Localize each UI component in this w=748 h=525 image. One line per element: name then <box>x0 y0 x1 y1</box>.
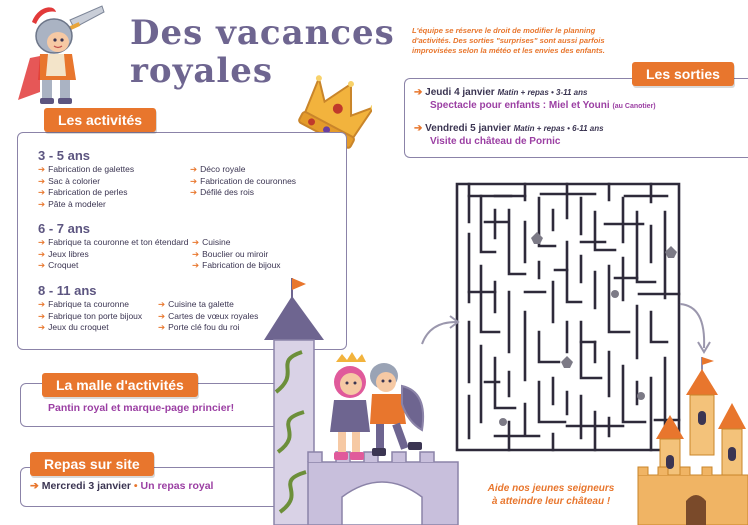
list-item: ➔ Fabrique ta couronne <box>38 299 129 309</box>
arrow-icon: ➔ <box>190 187 198 198</box>
arrow-icon: ➔ <box>414 87 426 98</box>
age-group-title: 8 - 11 ans <box>38 283 97 298</box>
list-item: ➔ Fabrique ta couronne et ton étendard <box>38 237 189 247</box>
arrow-icon: ➔ <box>192 237 200 247</box>
arrow-icon: ➔ <box>158 310 166 321</box>
repas-date: Mercredi 3 janvier <box>41 480 132 492</box>
malle-tab: La malle d'activités <box>42 373 198 397</box>
list-item: ➔ Fabrication de galettes <box>38 164 135 174</box>
activity-list <box>190 164 296 199</box>
list-item: ➔ Bouclier ou miroir <box>192 248 269 259</box>
maze-caption: Aide nos jeunes seigneurs à atteindre leur château ! <box>487 483 615 507</box>
age-group-title: 6 - 7 ans <box>38 221 91 236</box>
sorties-tab: Les sorties <box>632 62 734 86</box>
arrow-icon: ➔ <box>38 310 46 321</box>
activity-list <box>38 164 134 210</box>
arrow-icon: ➔ <box>158 322 166 333</box>
list-item: ➔ Sac à colorier <box>38 175 101 186</box>
list-item: ➔ Fabrication de couronnes <box>190 175 297 186</box>
repas-sep: • <box>131 480 141 492</box>
arrow-icon: ➔ <box>192 248 200 259</box>
title-line-1: Des vacances <box>130 13 395 53</box>
children-illustration <box>318 352 448 464</box>
arrow-icon: ➔ <box>38 175 46 186</box>
list-item: ➔ Cuisine ta galette <box>158 299 234 309</box>
activity-list <box>38 299 142 334</box>
list-item: ➔ Déco royale <box>190 164 246 174</box>
activity-list <box>38 237 188 272</box>
activity-list <box>158 299 258 334</box>
arrow-icon: ➔ <box>30 480 42 492</box>
list-item: ➔ Jeux du croquet <box>38 322 109 333</box>
notice-text: L'équipe se réserve le droit de modifier le planning d'activités. Des sorties "surprises" sont aussi parfois improvisées selon la météo et les envies des enfants. <box>412 26 605 55</box>
activities-tab: Les activités <box>44 108 156 132</box>
arrow-icon: ➔ <box>38 248 46 259</box>
arrow-icon: ➔ <box>38 164 46 174</box>
title-line-2: royales <box>130 51 274 91</box>
arrow-icon: ➔ <box>38 237 46 247</box>
activity-list <box>192 237 281 272</box>
arrow-icon: ➔ <box>158 299 166 309</box>
age-group-title: 3 - 5 ans <box>38 148 91 163</box>
arrow-icon: ➔ <box>38 299 46 309</box>
arrow-icon: ➔ <box>38 260 46 271</box>
list-item: ➔ Fabrique ton porte bijoux <box>38 310 143 321</box>
maze-arrow-right <box>676 300 716 360</box>
repas-line <box>30 480 213 492</box>
arrow-icon: ➔ <box>38 198 46 209</box>
list-item: ➔ Croquet <box>38 260 79 271</box>
repas-tab: Repas sur site <box>30 452 154 476</box>
list-item: ➔ Fabrication de perles <box>38 187 128 198</box>
arrow-icon: ➔ <box>192 260 200 271</box>
repas-what: Un repas royal <box>140 480 214 492</box>
arrow-icon: ➔ <box>190 164 198 174</box>
list-item: ➔ Cartes de vœux royales <box>158 310 259 321</box>
list-item: ➔ Fabrication de bijoux <box>192 260 281 271</box>
list-item: ➔ Cuisine <box>192 237 231 247</box>
list-item: ➔ Jeux libres <box>38 248 89 259</box>
arrow-icon: ➔ <box>190 175 198 186</box>
arrow-icon: ➔ <box>38 187 46 198</box>
arrow-icon: ➔ <box>38 322 46 333</box>
list-item: ➔ Défilé des rois <box>190 187 254 198</box>
outing-item: ➔ Jeudi 4 janvier Matin + repas • 3-11 ans Spectacle pour enfants : Miel et Youni (au Canotier) <box>414 87 656 111</box>
castle-illustration <box>636 355 748 525</box>
outing-item: ➔ Vendredi 5 janvier Matin + repas • 6-11 ans Visite du château de Pornic <box>414 123 604 147</box>
list-item: ➔ Porte clé fou du roi <box>158 322 240 333</box>
arrow-icon: ➔ <box>414 123 426 134</box>
malle-text: Pantin royal et marque-page princier! <box>48 402 235 414</box>
knight-illustration <box>10 2 110 110</box>
list-item: ➔ Pâte à modeler <box>38 198 106 209</box>
